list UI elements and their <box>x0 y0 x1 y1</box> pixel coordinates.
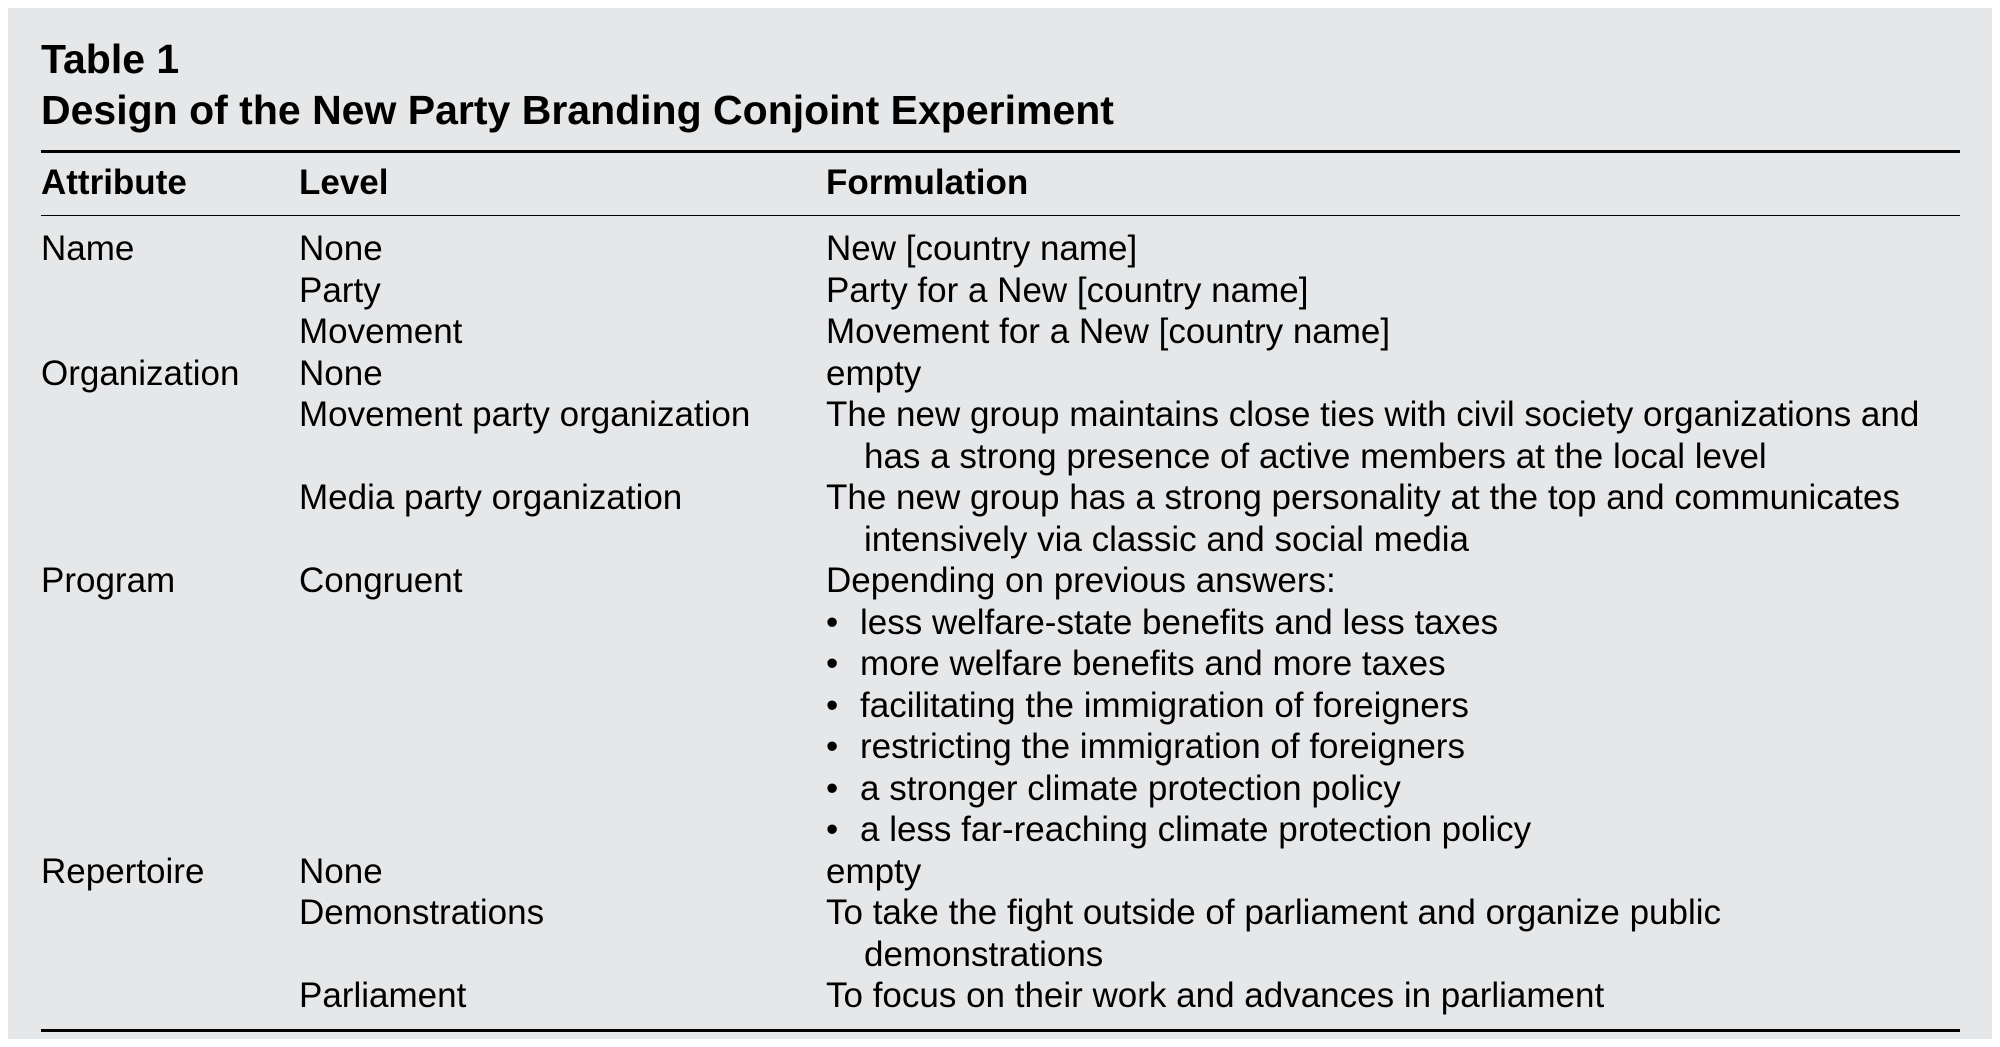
table-row <box>41 394 1960 477</box>
level-cell: Demonstrations <box>299 893 545 932</box>
attribute-cell <box>41 311 299 353</box>
attribute-cell: Repertoire <box>41 851 205 891</box>
attribute-cell: Program <box>41 561 176 600</box>
table-body <box>41 216 1960 1017</box>
table-row <box>41 560 1960 851</box>
header-formulation: Formulation <box>826 163 1029 202</box>
program-intro: Depending on previous answers: <box>826 561 1336 600</box>
table-row <box>41 477 1960 560</box>
attribute-cell <box>41 394 299 477</box>
program-bullet: • a stronger climate protection policy <box>826 768 1960 810</box>
formulation-cell: Party for a New [country name] <box>826 270 1309 310</box>
attribute-cell <box>41 892 299 975</box>
table-row <box>41 353 1960 395</box>
header-attribute: Attribute <box>41 163 187 202</box>
level-cell: Party <box>299 270 381 310</box>
attribute-cell: Name <box>41 229 135 268</box>
program-bullet: • a less far-reaching climate protection policy <box>826 809 1960 851</box>
table-row <box>41 228 1960 270</box>
attribute-cell <box>41 270 299 312</box>
attribute-cell: Organization <box>41 353 240 393</box>
table-label: Table 1 <box>41 36 180 82</box>
header-level: Level <box>299 163 389 202</box>
formulation-cell: To focus on their work and advances in parliament <box>826 976 1605 1015</box>
formulation-cell <box>826 560 1960 851</box>
table-title: Design of the New Party Branding Conjoint Experiment <box>41 87 1114 133</box>
level-cell: Movement party organization <box>299 395 751 434</box>
table-row <box>41 270 1960 312</box>
level-cell: Movement <box>299 312 463 351</box>
level-cell: None <box>299 353 383 393</box>
level-cell: Media party organization <box>299 478 683 517</box>
level-cell: Congruent <box>299 561 463 600</box>
formulation-cell: empty <box>826 851 922 891</box>
table-row <box>41 311 1960 353</box>
formulation-cell: New [country name] <box>826 229 1138 268</box>
attribute-cell <box>41 477 299 560</box>
table-panel <box>8 8 1992 1039</box>
program-bullet-list <box>826 602 1960 851</box>
formulation-cell: The new group has a strong personality at the top and communicates intensively via classic and social media <box>826 478 1900 559</box>
formulation-cell: Movement for a New [country name] <box>826 312 1391 351</box>
table-row <box>41 975 1960 1017</box>
table-row <box>41 892 1960 975</box>
table-header-row <box>41 153 1960 215</box>
program-bullet: • restricting the immigration of foreigners <box>826 726 1960 768</box>
level-cell: None <box>299 229 383 268</box>
attribute-cell <box>41 975 299 1017</box>
formulation-cell: To take the fight outside of parliament and organize public demonstrations <box>826 893 1722 974</box>
formulation-cell: The new group maintains close ties with civil society organizations and has a strong presence of active members at the local level <box>826 395 1920 476</box>
level-cell: None <box>299 851 383 891</box>
formulation-cell: empty <box>826 353 922 393</box>
level-cell: Parliament <box>299 976 467 1015</box>
program-bullet: • facilitating the immigration of foreigners <box>826 685 1960 727</box>
program-bullet: • more welfare benefits and more taxes <box>826 643 1960 685</box>
table-row <box>41 851 1960 893</box>
program-bullet: • less welfare-state benefits and less taxes <box>826 602 1960 644</box>
bottom-rule <box>41 1029 1960 1032</box>
